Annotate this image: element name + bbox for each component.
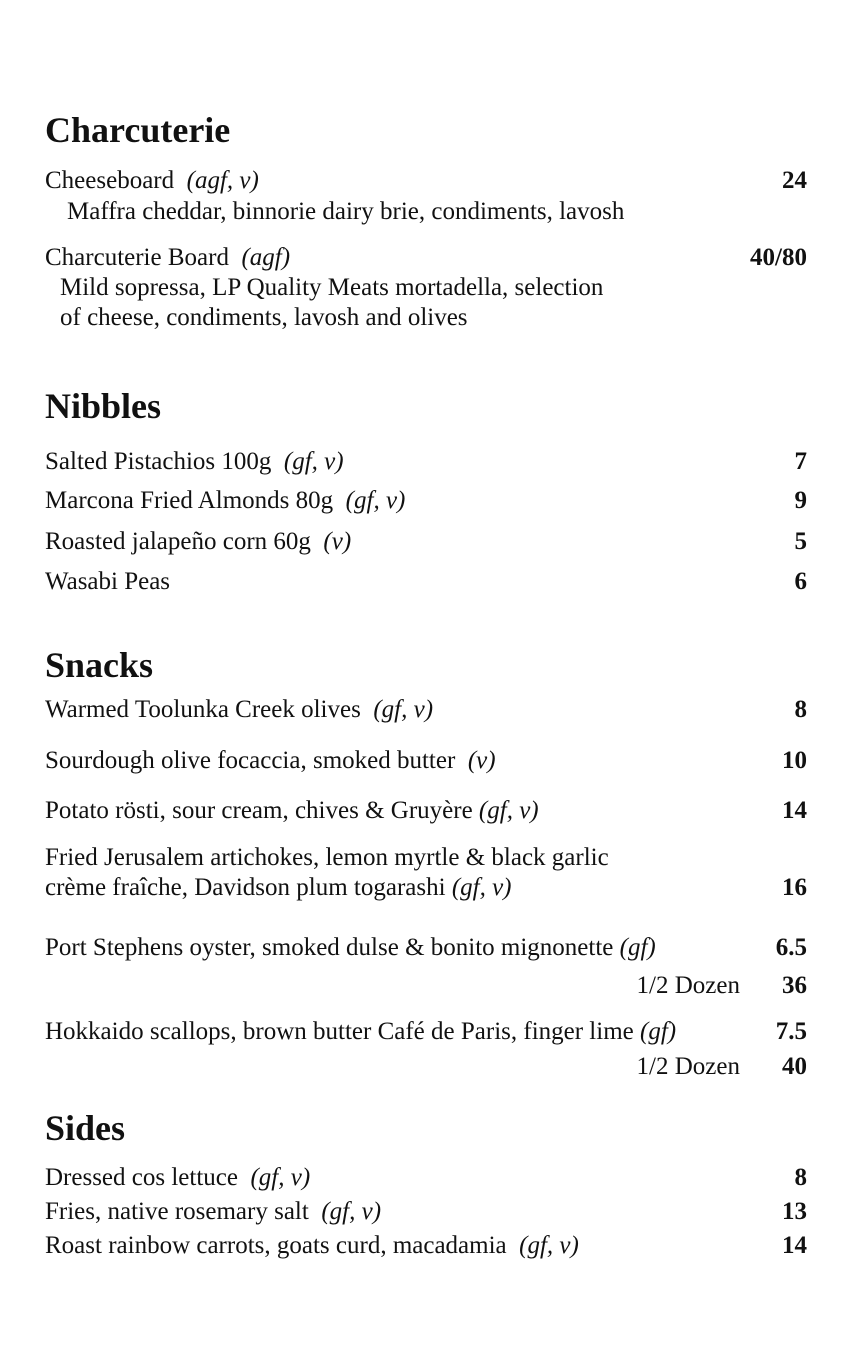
menu-item-warmed-olives bbox=[45, 695, 433, 725]
menu-item-focaccia bbox=[45, 746, 496, 776]
item-name: Dressed cos lettuce bbox=[45, 1164, 238, 1191]
item-name: Roasted jalapeño corn 60g bbox=[45, 528, 311, 555]
half-dozen-price: 40 bbox=[782, 1053, 807, 1080]
menu-item-charcuterie-board bbox=[45, 243, 290, 273]
section-title-charcuterie: Charcuterie bbox=[45, 110, 231, 150]
dietary-tags: (gf, v) bbox=[451, 874, 512, 901]
item-description: Maffra cheddar, binnorie dairy brie, condiments, lavosh bbox=[67, 198, 625, 225]
half-dozen-label: 1/2 Dozen bbox=[636, 1053, 740, 1080]
dietary-tags: (agf, v) bbox=[186, 167, 259, 194]
item-name: Charcuterie Board bbox=[45, 244, 229, 271]
item-name: Hokkaido scallops, brown butter Café de Paris, finger lime bbox=[45, 1018, 634, 1045]
item-price: 7.5 bbox=[775, 1018, 807, 1045]
item-price: 40/80 bbox=[750, 244, 807, 271]
dietary-tags: (gf, v) bbox=[283, 448, 344, 475]
menu-item-hokkaido-scallops bbox=[45, 1017, 676, 1047]
menu-item-wasabi-peas bbox=[45, 567, 170, 597]
half-dozen-label: 1/2 Dozen bbox=[636, 972, 740, 999]
item-price: 8 bbox=[794, 1164, 807, 1191]
menu-item-jerusalem-artichokes-line2 bbox=[45, 873, 512, 903]
item-price: 16 bbox=[782, 874, 807, 901]
item-price: 10 bbox=[782, 747, 807, 774]
menu-item-salted-pistachios bbox=[45, 447, 344, 477]
dietary-tags: (gf) bbox=[640, 1018, 677, 1045]
item-name: Marcona Fried Almonds 80g bbox=[45, 487, 334, 514]
dietary-tags: (gf, v) bbox=[373, 696, 434, 723]
dietary-tags: (gf, v) bbox=[321, 1198, 382, 1225]
item-price: 8 bbox=[794, 696, 807, 723]
item-price: 5 bbox=[794, 528, 807, 555]
item-price: 9 bbox=[794, 487, 807, 514]
menu-item-marcona-almonds bbox=[45, 486, 405, 516]
item-name: Warmed Toolunka Creek olives bbox=[45, 696, 361, 723]
dietary-tags: (gf, v) bbox=[345, 487, 406, 514]
item-name: Sourdough olive focaccia, smoked butter bbox=[45, 747, 456, 774]
menu-item-fries bbox=[45, 1197, 381, 1227]
item-name: crème fraîche, Davidson plum togarashi bbox=[45, 874, 446, 901]
menu-item-jalapeno-corn bbox=[45, 527, 351, 557]
item-name: Cheeseboard bbox=[45, 167, 175, 194]
item-name: Port Stephens oyster, smoked dulse & bonito mignonette bbox=[45, 934, 614, 961]
dietary-tags: (v) bbox=[467, 747, 496, 774]
menu-item-cos-lettuce bbox=[45, 1163, 310, 1193]
item-description: of cheese, condiments, lavosh and olives bbox=[60, 304, 468, 331]
item-description: Mild sopressa, LP Quality Meats mortadella, selection bbox=[60, 274, 604, 301]
dietary-tags: (v) bbox=[323, 528, 352, 555]
item-name: Salted Pistachios 100g bbox=[45, 448, 272, 475]
dietary-tags: (gf, v) bbox=[519, 1232, 579, 1259]
menu-item-jerusalem-artichokes: Fried Jerusalem artichokes, lemon myrtle & black garlic bbox=[45, 844, 609, 871]
item-price: 14 bbox=[782, 1232, 807, 1259]
item-name: Wasabi Peas bbox=[45, 568, 171, 595]
dietary-tags: (gf, v) bbox=[250, 1164, 311, 1191]
dietary-tags: (gf, v) bbox=[478, 797, 539, 824]
dietary-tags: (gf) bbox=[619, 934, 656, 961]
item-name: Fries, native rosemary salt bbox=[45, 1198, 309, 1225]
item-price: 6.5 bbox=[775, 934, 807, 961]
menu-item-port-stephens-oyster bbox=[45, 933, 656, 963]
section-title-nibbles: Nibbles bbox=[45, 386, 162, 426]
item-name: Potato rösti, sour cream, chives & Gruyère bbox=[45, 797, 473, 824]
item-price: 13 bbox=[782, 1198, 807, 1225]
menu-item-cheeseboard bbox=[45, 166, 259, 196]
item-price: 24 bbox=[782, 167, 807, 194]
half-dozen-price: 36 bbox=[782, 972, 807, 999]
section-title-sides: Sides bbox=[45, 1108, 126, 1148]
item-price: 14 bbox=[782, 797, 807, 824]
item-name: Roast rainbow carrots, goats curd, macadamia bbox=[45, 1232, 507, 1259]
item-price: 6 bbox=[794, 568, 807, 595]
menu-item-rainbow-carrots bbox=[45, 1231, 579, 1261]
section-title-snacks: Snacks bbox=[45, 645, 154, 685]
item-price: 7 bbox=[794, 448, 807, 475]
dietary-tags: (agf) bbox=[241, 244, 291, 271]
menu-item-potato-rosti bbox=[45, 796, 539, 826]
